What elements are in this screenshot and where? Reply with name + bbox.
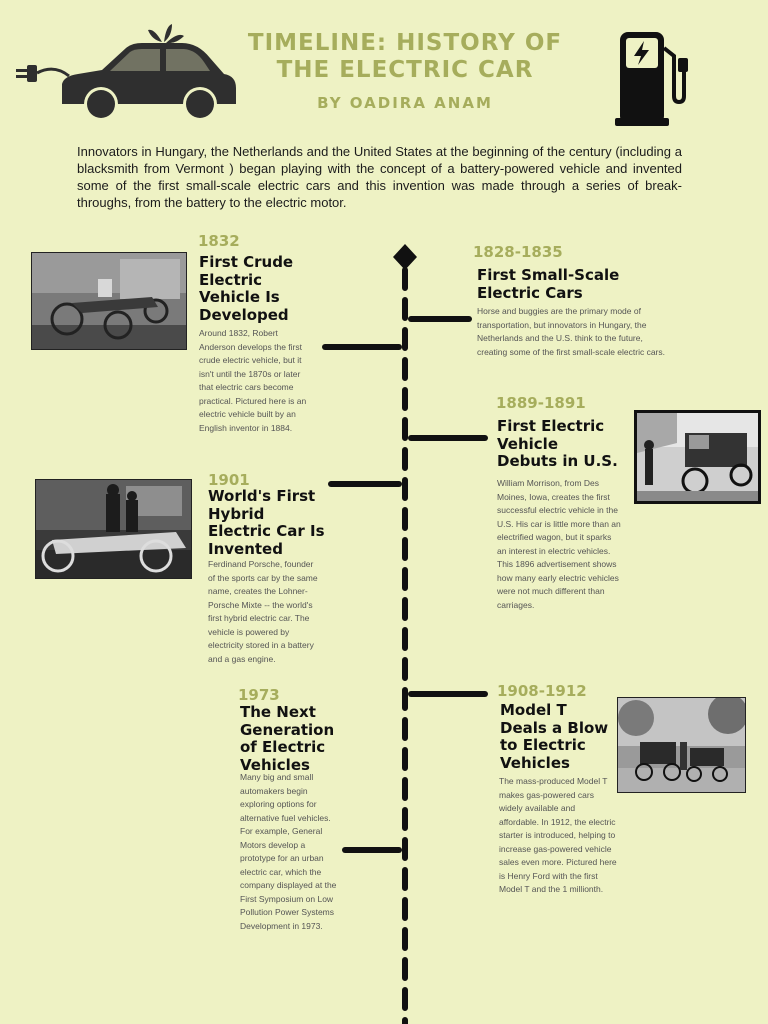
event-1832-description: Around 1832, Robert Anderson develops the first crude electric vehicle, but it isn't until the 1870s or later that electric cars become practical. Pictured here is an electric vehicle built by an English inventor in 1884. — [199, 328, 307, 433]
photo-henry-ford-model-t — [617, 697, 746, 793]
event-1973-year: 1973 — [238, 686, 280, 704]
charging-station-icon — [612, 28, 688, 128]
timeline-spine — [385, 240, 425, 1024]
event-1908-year: 1908-1912 — [497, 682, 587, 700]
timeline-tick-1832 — [322, 344, 402, 350]
timeline-tick-1973 — [342, 847, 402, 853]
event-1973-description: Many big and small automakers begin exploring options for alternative fuel vehicles. For example, General Motors develop a prototype for an urban electric car, which the company displayed at the First Symposium on Low Pollution Power Systems Development in 1973. — [240, 772, 337, 931]
intro-paragraph: Innovators in Hungary, the Netherlands and the United States at the beginning of the century (including a blacksmith from Vermont ) began playing with the concept of a battery-powered vehicle and invented some of the first small-scale electric cars and this invention was made through a series of break-throughs, from the battery to the electric motor. — [77, 144, 682, 210]
photo-lohner-porsche-mixte — [35, 479, 192, 579]
event-1901-year: 1901 — [208, 471, 250, 489]
timeline-tick-1901 — [328, 481, 402, 487]
event-1901-description: Ferdinand Porsche, founder of the sports car by the same name, creates the Lohner-Porsche Mixte -- the world's first hybrid electric car. The vehicle is powered by electricity stored in a battery and a gas engine. — [208, 559, 318, 664]
event-1889-year: 1889-1891 — [496, 394, 586, 412]
author-byline: BY OADIRA ANAM — [317, 94, 493, 112]
timeline-tick-1889 — [408, 435, 488, 441]
event-1973-title: The Next Generation of Electric Vehicles — [240, 703, 335, 774]
timeline-tick-1828 — [408, 316, 472, 322]
event-1828-year: 1828-1835 — [473, 243, 563, 261]
event-1832-year: 1832 — [198, 232, 240, 250]
event-1889-title: First Electric Vehicle Debuts in U.S. — [497, 417, 618, 470]
title-line-2: THE ELECTRIC CAR — [276, 57, 534, 83]
event-1828-description: Horse and buggies are the primary mode of transportation, but innovators in Hungary, the Netherlands and the U.S. think to the future, creating some of the first small-scale electric cars. — [477, 306, 666, 357]
event-1889-description: William Morrison, from Des Moines, Iowa, creates the first successful electric vehicle in the U.S. His car is little more than an electrified wagon, but it sparks an interest in electric vehicles. This 1896 advertisement shows how many early electric vehicles were not much different than carriages. — [497, 478, 621, 610]
event-1908-description: The mass-produced Model T makes gas-powered cars widely available and affordable. In 1912, the electric starter is introduced, helping to increase gas-powered vehicle sales even more. Pictured here is Henry Ford with the first Model T and the 1 millionth. — [499, 776, 617, 894]
event-1828-title: First Small-Scale Electric Cars — [477, 266, 620, 302]
photo-1896-advertisement — [634, 410, 761, 504]
title-line-1: TIMELINE: HISTORY OF — [247, 30, 563, 56]
event-1908-title: Model T Deals a Blow to Electric Vehicles — [500, 701, 609, 772]
page-title — [200, 30, 610, 84]
timeline-tick-1908 — [408, 691, 488, 697]
event-1832-title: First Crude Electric Vehicle Is Developed — [199, 253, 294, 324]
photo-1884-electric-vehicle — [31, 252, 187, 350]
event-1901-title: World's First Hybrid Electric Car Is Invented — [208, 487, 325, 558]
